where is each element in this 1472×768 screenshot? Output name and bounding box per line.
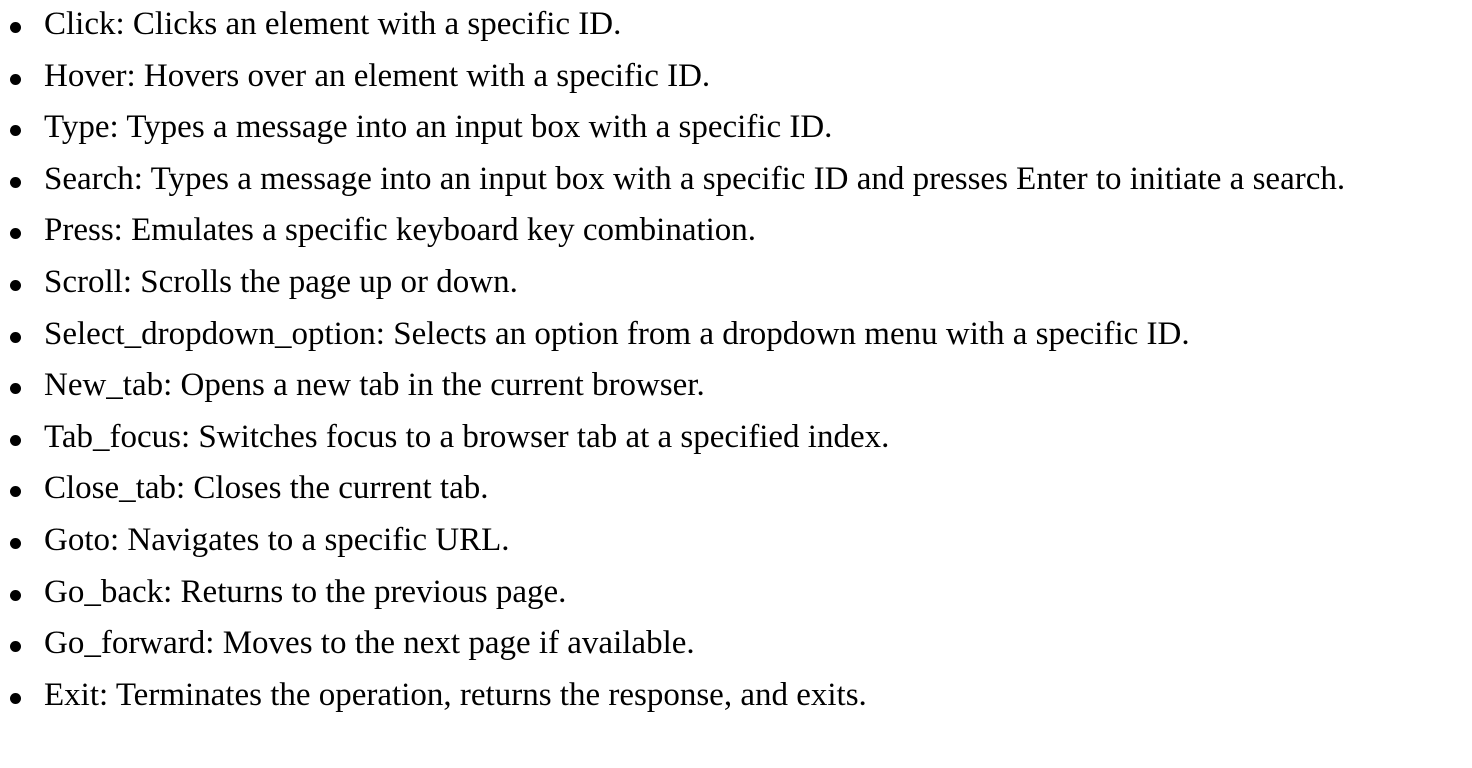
action-item-hover <box>0 56 1466 96</box>
action-item-go-back <box>0 572 1466 612</box>
bullet-icon <box>10 486 21 497</box>
action-item-tab-focus <box>0 417 1466 457</box>
action-name: Goto: <box>44 521 128 558</box>
action-item-search <box>0 159 1466 199</box>
action-name: Close_tab: <box>44 470 194 507</box>
action-name: Click: <box>44 6 133 42</box>
action-item-close-tab <box>0 468 1466 508</box>
bullet-icon <box>10 280 21 291</box>
action-name: Scroll: <box>44 263 141 300</box>
action-name: Type: <box>44 109 127 146</box>
action-name: Go_forward: <box>44 625 223 662</box>
action-description: Selects an option from a dropdown menu with a specific ID. <box>393 315 1190 352</box>
bullet-icon <box>10 177 21 188</box>
bullet-icon <box>10 435 21 446</box>
action-name: Select_dropdown_option: <box>44 315 394 352</box>
action-item-go-forward <box>0 623 1466 663</box>
action-description: Switches focus to a browser tab at a specified index. <box>198 418 890 455</box>
action-item-scroll <box>0 262 1466 302</box>
bullet-icon <box>10 538 21 549</box>
bullet-icon <box>10 641 21 652</box>
action-name: Hover: <box>44 57 144 94</box>
action-item-type <box>0 107 1466 147</box>
bullet-icon <box>10 590 21 601</box>
action-item-goto <box>0 520 1466 560</box>
action-description: Types a message into an input box with a specific ID and presses Enter to initiate a search. <box>150 160 1346 197</box>
action-description: Closes the current tab. <box>193 470 489 507</box>
bullet-icon <box>10 74 21 85</box>
action-description: Opens a new tab in the current browser. <box>180 367 705 404</box>
action-description: Types a message into an input box with a specific ID. <box>126 109 833 146</box>
action-description: Emulates a specific keyboard key combination. <box>131 212 757 249</box>
action-item-exit <box>0 675 1466 715</box>
action-description: Scrolls the page up or down. <box>140 263 518 300</box>
action-description: Clicks an element with a specific ID. <box>132 6 622 42</box>
action-item-select-dropdown-option <box>0 314 1466 354</box>
action-description: Navigates to a specific URL. <box>127 521 510 558</box>
action-item-new-tab <box>0 365 1466 405</box>
action-name: Go_back: <box>44 573 181 610</box>
bullet-icon <box>10 228 21 239</box>
action-description: Moves to the next page if available. <box>222 625 695 662</box>
action-description: Hovers over an element with a specific ID. <box>143 57 711 94</box>
bullet-icon <box>10 22 21 33</box>
bullet-icon <box>10 383 21 394</box>
action-description: Terminates the operation, returns the response, and exits. <box>115 676 867 713</box>
action-description: Returns to the previous page. <box>180 573 567 610</box>
action-list <box>0 4 1466 726</box>
action-name: Tab_focus: <box>44 418 199 455</box>
action-name: Press: <box>44 212 132 249</box>
action-item-click <box>0 4 1466 44</box>
action-name: Exit: <box>44 676 116 713</box>
action-item-press <box>0 210 1466 250</box>
action-name: Search: <box>44 160 151 197</box>
bullet-icon <box>10 693 21 704</box>
bullet-icon <box>10 125 21 136</box>
action-name: New_tab: <box>44 367 181 404</box>
bullet-icon <box>10 332 21 343</box>
